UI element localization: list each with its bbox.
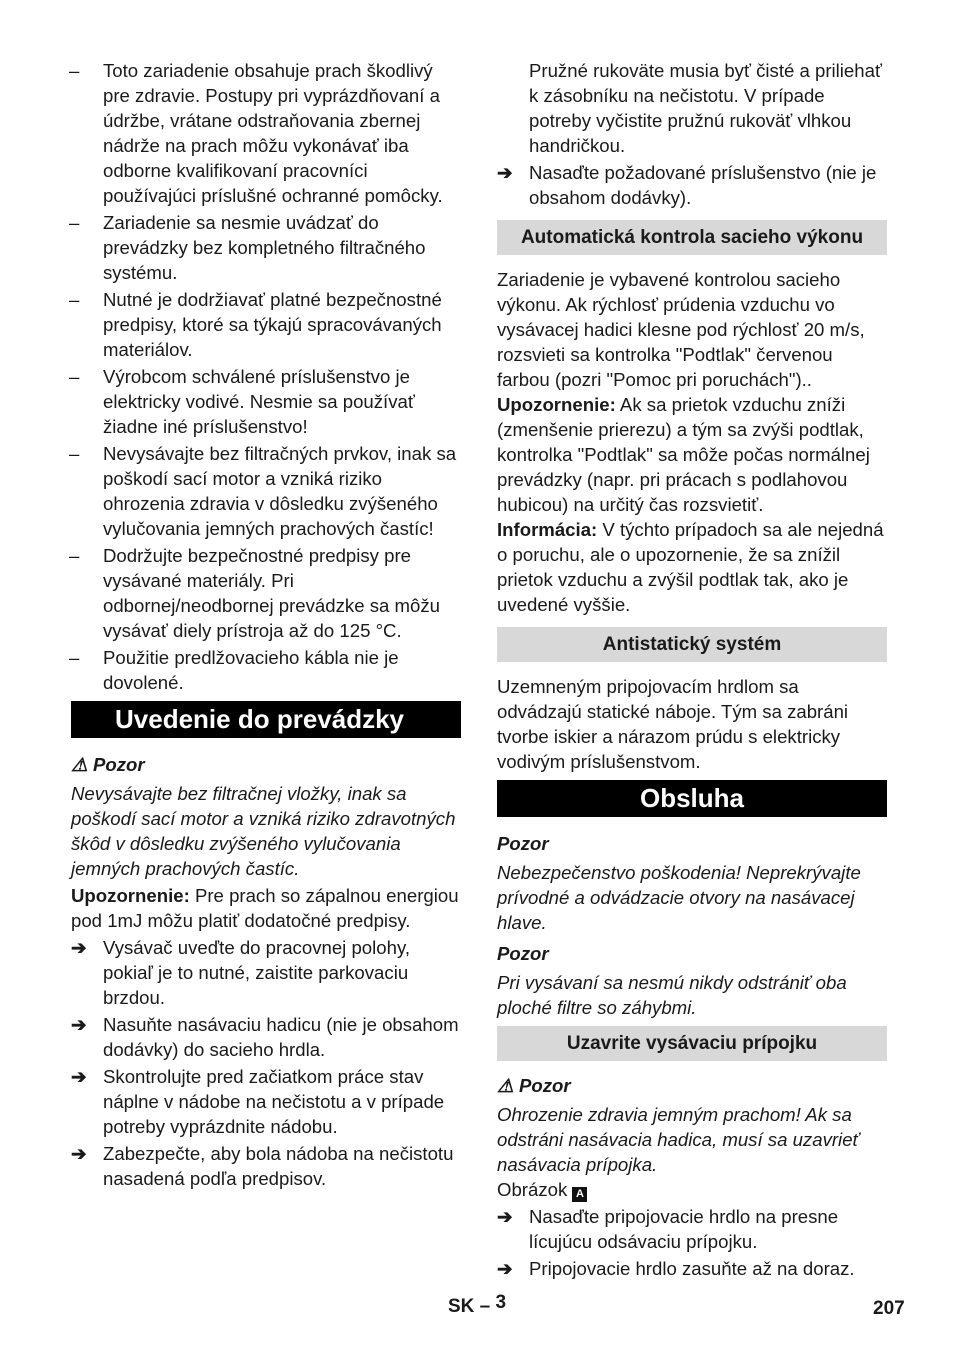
- step-item: ➔ Nasuňte nasávaciu hadicu (nie je obsahom dodávky) do sacieho hrdla.: [71, 1014, 459, 1060]
- arrow-icon: ➔: [71, 1066, 87, 1087]
- arrow-icon: ➔: [497, 1206, 513, 1227]
- arrow-icon: ➔: [497, 1258, 513, 1279]
- step-item: ➔ Zabezpečte, aby bola nádoba na nečistotu nasadená podľa predpisov.: [71, 1143, 454, 1189]
- safety-item: – Toto zariadenie obsahuje prach škodlivý pre zdravie. Postupy pri vyprázdňovaní a údržbe, vrátane odstraňovania zbernej nádrže na prach môžu vykonávať iba odborne kvalifikovaní pracovníci používajúci príslušné ochranné pomôcky.: [71, 58, 461, 208]
- pozor-text: Ohrozenie zdravia jemným prachom! Ak sa odstráni nasávacia hadica, musí sa uzavrieť nasávacia prípojka.: [497, 1104, 860, 1175]
- left-column: [71, 58, 461, 1193]
- section-heading-obsluha: Obsluha: [497, 780, 887, 817]
- pozor-label: Pozor: [497, 943, 549, 964]
- subheading-auto-control: Automatická kontrola sacieho výkonu: [497, 220, 887, 255]
- subheading-antistatic: Antistatický systém: [497, 627, 887, 662]
- safety-item: – Výrobcom schválené príslušenstvo je elektricky vodivé. Nesmie sa používať žiadne iné príslušenstvo!: [71, 364, 461, 439]
- continued-text: Pružné rukoväte musia byť čisté a priliehať k zásobníku na nečistotu. V prípade potreby vyčistite pružnú rukoväť vlhkou handričkou.: [529, 60, 882, 156]
- right-column: [497, 58, 887, 1283]
- note-label: Upozornenie:: [71, 885, 190, 906]
- figure-a-icon: A: [572, 1187, 587, 1202]
- antistatic-text: Uzemneným pripojovacím hrdlom sa odvádzajú statické náboje. Tým sa zabráni tvorbe iskier a nárazom prúdu s elektricky vodivým príslušenstvom.: [497, 676, 849, 772]
- note-text: Pre prach so zápalnou energiou pod 1mJ môžu platiť dodatočné predpisy.: [71, 885, 459, 931]
- safety-item: – Použitie predlžovacieho kábla nie je dovolené.: [71, 645, 461, 695]
- warning-icon: ⚠: [497, 1075, 514, 1096]
- pozor-text: Nevysávajte bez filtračnej vložky, inak sa poškodí sací motor a vzniká riziko zdravotných škôd v dôsledku zvýšeného vylučovania jemných prachových častíc.: [71, 783, 456, 879]
- pozor-heading: [71, 752, 461, 777]
- safety-item: – Dodržujte bezpečnostné predpisy pre vysávané materiály. Pri odbornej/neodbornej prevádzke sa môžu vysávať diely prístroja až do 125 °C.: [71, 543, 461, 643]
- arrow-icon: ➔: [71, 1143, 87, 1164]
- step-item: ➔ Pripojovacie hrdlo zasuňte až na doraz.: [497, 1258, 855, 1279]
- pozor-heading: [497, 1073, 887, 1098]
- footer-language-page: SK – 3: [448, 1292, 507, 1317]
- arrow-icon: ➔: [71, 1014, 87, 1035]
- info-paragraph: Informácia: V týchto prípadoch sa ale nejedná o poruchu, ale o upozornenie, že sa znížil prietok vzduchu a zvýšil podtlak tak, ako je uvedené vyššie.: [497, 519, 884, 615]
- arrow-icon: ➔: [71, 937, 87, 958]
- pozor-label: Pozor: [519, 1075, 571, 1096]
- auto-note: Upozornenie: Ak sa prietok vzduchu zníži (zmenšenie prierezu) a tým sa zvýši podtlak, kontrolka "Podtlak" sa môže počas normálnej prevádzky (napr. pri prácach s podlahovou hubicou) na určitý čas rozsvietiť.: [497, 394, 870, 515]
- arrow-icon: ➔: [497, 162, 513, 183]
- note-label: Upozornenie:: [497, 394, 616, 415]
- figure-reference: Obrázok A: [497, 1177, 887, 1202]
- pozor-label: Pozor: [93, 754, 145, 775]
- auto-text: Zariadenie je vybavené kontrolou sacieho výkonu. Ak rýchlosť prúdenia vzduchu vo vysávacej hadici klesne pod rýchlosť 20 m/s, rozsvieti sa kontrolka "Podtlak" červenou farbou (pozri "Pomoc pri poruchách")..: [497, 269, 865, 390]
- step-item: ➔ Vysávač uveďte do pracovnej polohy, pokiaľ je to nutné, zaistite parkovaciu brzdou.: [71, 937, 411, 1008]
- pozor-text: Nebezpečenstvo poškodenia! Neprekrývajte prívodné a odvádzacie otvory na nasávacej hlave.: [497, 862, 861, 933]
- pozor-label: Pozor: [497, 833, 549, 854]
- info-label: Informácia:: [497, 519, 598, 540]
- pozor-text: Pri vysávaní sa nesmú nikdy odstrániť oba ploché filtre so záhybmi.: [497, 972, 847, 1018]
- section-heading-uvedenie: Uvedenie do prevádzky: [71, 701, 461, 738]
- safety-item: – Nevysávajte bez filtračných prvkov, inak sa poškodí sací motor a vzniká riziko ohrozenia zdravia v dôsledku zvýšeného vylučovania jemných prachových častíc!: [71, 441, 461, 541]
- subheading-uzavrite: Uzavrite vysávaciu prípojku: [497, 1026, 887, 1061]
- safety-item: – Nutné je dodržiavať platné bezpečnostné predpisy, ktoré sa týkajú spracovávaných materiálov.: [71, 287, 461, 362]
- note-paragraph: [71, 883, 461, 933]
- page-number: 207: [873, 1298, 905, 1319]
- step-item: ➔ Nasaďte požadované príslušenstvo (nie je obsahom dodávky).: [497, 162, 877, 208]
- step-item: ➔ Skontrolujte pred začiatkom práce stav náplne v nádobe na nečistotu a v prípade potreby vyprázdnite nádobu.: [71, 1066, 445, 1137]
- step-item: ➔ Nasaďte pripojovacie hrdlo na presne lícujúcu odsávaciu prípojku.: [497, 1206, 839, 1252]
- safety-item: – Zariadenie sa nesmie uvádzať do prevádzky bez kompletného filtračného systému.: [71, 210, 461, 285]
- warning-icon: ⚠: [71, 754, 88, 775]
